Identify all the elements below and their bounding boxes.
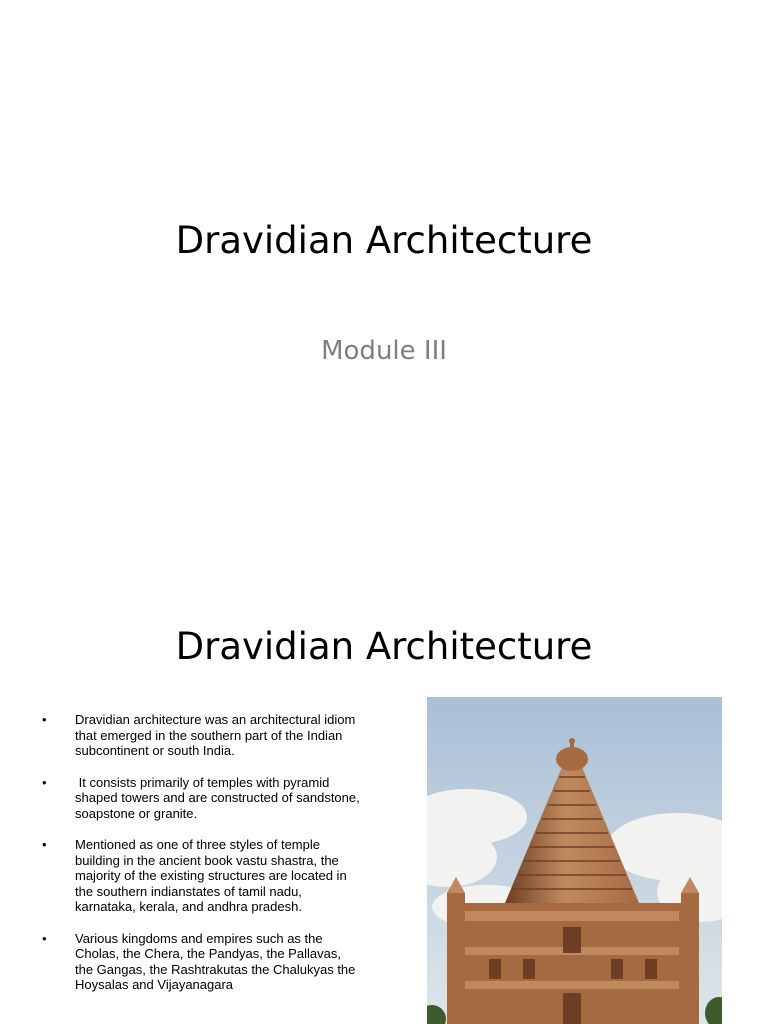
- bullet-item: [42, 774, 364, 822]
- temple-photo: [427, 697, 722, 1024]
- bullet-icon: •: [42, 930, 47, 946]
- content-slide: [0, 576, 768, 1024]
- bullet-text: It consists primarily of temples with pyramid shaped towers and are constructed of sandstone, soapstone or granite.: [75, 774, 364, 821]
- bullet-text: Mentioned as one of three styles of temple building in the ancient book vastu shastra, the majority of the existing structures are located in the southern indianstates of tamil nadu, karnataka, kerala, and andhra pradesh.: [75, 837, 351, 914]
- slide-subtitle: Module III: [321, 336, 447, 366]
- bullet-item: [42, 712, 360, 759]
- bullet-list: [42, 712, 364, 1009]
- bullet-icon: •: [42, 837, 47, 852]
- temple-illustration: [427, 697, 722, 1024]
- bullet-item: [42, 931, 360, 993]
- bullet-text: Various kingdoms and empires such as the Cholas, the Chera, the Pandyas, the Pallavas, the Gangas, the Rashtrakutas the Chalukyas the Hoysalas and Vijayanagara: [75, 930, 360, 992]
- bullet-item: [42, 837, 360, 915]
- slide-title: Dravidian Architecture: [175, 219, 593, 262]
- bullet-icon: •: [42, 712, 47, 727]
- bullet-text: Dravidian architecture was an architectural idiom that emerged in the southern part of the Indian subcontinent or south India.: [75, 712, 359, 758]
- bullet-icon: •: [42, 774, 47, 790]
- slide-title: Dravidian Architecture: [175, 625, 593, 668]
